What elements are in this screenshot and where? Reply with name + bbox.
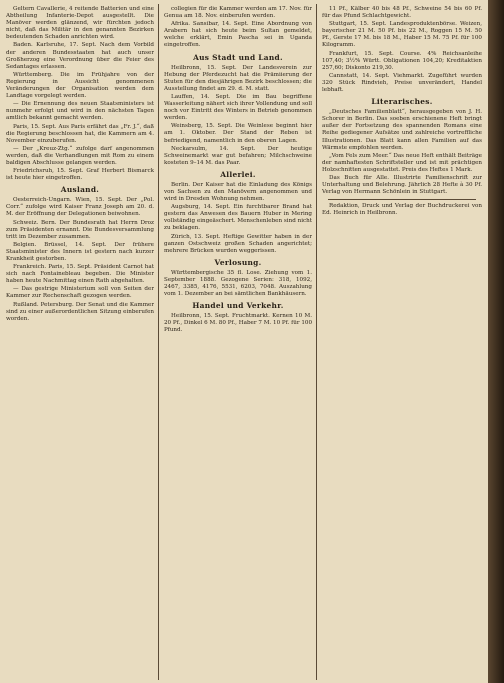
article-paragraph: Neckarsulm, 14. Sept. Der heutige Schweinemarkt war gut befahren; Milchschweine kosteten 9–14 M. das Paar. bbox=[164, 145, 312, 166]
article-paragraph: Geltern Cavallerie, 4 reitende Batterien und eine Abtheilung Infanterie-Depot ausgestellt. Die Manöver werden glänzend, wir fürchten jedoch nicht, daß das Militär in den genannten Bezirken bedeutenden Schaden anrichten wird. bbox=[6, 6, 154, 41]
section-heading: Handel und Verkehr. bbox=[192, 301, 284, 311]
article-paragraph: — Die Ernennung des neuen Staatsministers ist nunmehr erfolgt und wird in den nächsten Tagen amtlich bekannt gemacht werden. bbox=[6, 101, 154, 122]
article-paragraph: Paris, 15. Sept. Aus Paris erfährt das „Fr. J.“, daß die Regierung beschlossen hat, die Kammern am 4. November einzuberufen. bbox=[6, 123, 154, 144]
section-heading: Literarisches. bbox=[371, 97, 433, 107]
article-paragraph: Berlin. Der Kaiser hat die Einladung des Königs von Sachsen zu den Manövern angenommen und wird in Dresden Wohnung nehmen. bbox=[164, 181, 312, 203]
article-paragraph: collegien für die Kammer werden am 17. Nov. für Genua am 18. Nov. einberufen werden. bbox=[164, 6, 312, 20]
article-paragraph: Württemberg. Die im Frühjahre von der Regierung in Aussicht genommenen Veränderungen der Organisation werden dem Landtage vorgelegt werden. bbox=[6, 71, 154, 100]
column-3 bbox=[322, 6, 482, 678]
article-paragraph: Schweiz. Bern. Der Bundesrath hat Herrn Droz zum Präsidenten ernannt. Die Bundesversammlung tritt im Dezember zusammen. bbox=[6, 219, 154, 240]
article-paragraph: Belgien. Brüssel, 14. Sept. Der frühere Staatsminister des Innern ist gestern nach kurzer Krankheit gestorben. bbox=[6, 241, 154, 262]
article-paragraph: — Das gestrige Ministerium soll von Seiten der Kammer zur Rechenschaft gezogen werden. bbox=[6, 286, 154, 300]
column-rule bbox=[158, 4, 159, 680]
article-paragraph: „Deutsches Familienblatt“, herausgegeben von J. H. Schorer in Berlin. Das soeben erschienene Heft bringt außer der Fortsetzung des spannenden Romans eine Reihe gediegener Aufsätze und zahlreiche vortreffliche Illustrationen. Das Blatt kann allen Familien auf das Wärmste empfohlen werden. bbox=[322, 109, 482, 151]
article-paragraph: Cannstatt, 14. Sept. Viehmarkt. Zugeführt wurden 320 Stück Rindvieh, Preise unverändert, Handel lebhaft. bbox=[322, 72, 482, 94]
binding-edge bbox=[488, 0, 504, 683]
article-paragraph: Württembergische 35 fl. Lose. Ziehung vom 1. September 1888. Gezogene Serien: 318, 1092, 2467, 3385, 4176, 5531, 6203, 7048. Auszahlung vom 1. Dezember an bei sämtlichen Bankhäusern. bbox=[164, 269, 312, 298]
column-2 bbox=[164, 6, 312, 678]
column-rule bbox=[316, 4, 317, 680]
article-paragraph: Frankfurt, 15. Sept. Course. 4% Reichsanleihe 107,40; 3½% Württ. Obligationen 104,20; Kreditaktien 257,60; Diskonto 219,30. bbox=[322, 50, 482, 71]
article-paragraph: 11 Pf., Kälber 40 bis 48 Pf., Schweine 54 bis 60 Pf. für das Pfund Schlachtgewicht. bbox=[322, 6, 482, 20]
article-paragraph: Das Buch für Alle. Illustrirte Familienschrift zur Unterhaltung und Belehrung. Jährlich 28 Hefte à 30 Pf. Verlag von Hermann Schönlein in Stuttgart. bbox=[322, 174, 482, 196]
section-heading: Allerlei. bbox=[220, 169, 256, 179]
article-paragraph: Rußland. Petersburg. Der Senat und die Kammer sind zu einer außerordentlichen Sitzung einberufen worden. bbox=[6, 301, 154, 322]
article-paragraph: Weinsberg, 15. Sept. Die Weinlese beginnt hier am 1. Oktober. Der Stand der Reben ist befriedigend, namentlich in den oberen Lagen. bbox=[164, 123, 312, 144]
article-paragraph: Heilbronn, 15. Sept. Der Landesverein zur Hebung der Pferdezucht hat die Prämiierung der Stuten für den diesjährigen Bezirk beschlossen; die Ausstellung findet am 29. d. M. statt. bbox=[164, 64, 312, 92]
article-paragraph: Redaktion, Druck und Verlag der Buchdruckerei von Ed. Heinrich in Heilbronn. bbox=[322, 203, 482, 217]
article-paragraph: Afrika. Sansibar, 14. Sept. Eine Abordnung von Arabern hat sich heute beim Sultan gemeldet, welche erklärt, Emin Pascha sei in Uganda eingetroffen. bbox=[164, 21, 312, 49]
article-paragraph: „Vom Fels zum Meer.“ Das neue Heft enthält Beiträge der namhaftesten Schriftsteller und ist mit prächtigen Holzschnitten ausgestattet. Preis des Heftes 1 Mark. bbox=[322, 152, 482, 173]
article-paragraph: — Der „Kreuz-Ztg.“ zufolge darf angenommen werden, daß die Verhandlungen mit Rom zu einem baldigen Abschlusse gelangen werden. bbox=[6, 145, 154, 166]
article-paragraph: Oesterreich-Ungarn. Wien, 15. Sept. Der „Pol. Corr.“ zufolge wird Kaiser Franz Joseph am 20. d. M. der Eröffnung der Delegationen beiwohnen. bbox=[6, 197, 154, 218]
section-heading: Ausland. bbox=[60, 185, 100, 195]
section-divider bbox=[328, 199, 476, 200]
article-paragraph: Heilbronn, 15. Sept. Fruchtmarkt. Kernen 10 M. 20 Pf., Dinkel 6 M. 80 Pf., Haber 7 M. 10 Pf. für 100 Pfund. bbox=[164, 313, 312, 334]
article-paragraph: Zürich, 13. Sept. Heftige Gewitter haben in der ganzen Ostschweiz großen Schaden angerichtet; mehrere Brücken wurden weggerissen. bbox=[164, 233, 312, 254]
article-paragraph: Lauffen, 14. Sept. Die im Bau begriffene Wasserleitung nähert sich ihrer Vollendung und soll noch vor Eintritt des Winters in Betrieb genommen werden. bbox=[164, 93, 312, 122]
article-paragraph: Frankreich. Paris, 15. Sept. Präsident Carnot hat sich nach Fontainebleau begeben. Die Minister haben heute Nachmittag einen Rath abgehalten. bbox=[6, 264, 154, 285]
article-paragraph: Stuttgart, 15. Sept. Landesproduktenbörse. Weizen, bayerischer 21 M. 50 Pf. bis 22 M., Roggen 15 M. 50 Pf., Gerste 17 M. bis 18 M., Haber 15 M. 75 Pf. für 100 Kilogramm. bbox=[322, 21, 482, 49]
section-heading: Verlosung. bbox=[214, 257, 262, 267]
article-paragraph: Friedrichsruh, 15. Sept. Graf Herbert Bismarck ist heute hier eingetroffen. bbox=[6, 168, 154, 182]
article-paragraph: Baden. Karlsruhe, 17. Sept. Nach dem Vorbild der anderen Bundesstaaten hat auch unser Großherzog eine Verordnung über die Feier des Sedantages erlassen. bbox=[6, 42, 154, 70]
article-paragraph: Augsburg, 14. Sept. Ein furchtbarer Brand hat gestern das Anwesen des Bauern Huber in Mering vollständig eingeäschert. Menschenleben sind nicht zu beklagen. bbox=[164, 204, 312, 232]
section-heading: Aus Stadt und Land. bbox=[193, 52, 283, 62]
column-1 bbox=[6, 6, 154, 678]
